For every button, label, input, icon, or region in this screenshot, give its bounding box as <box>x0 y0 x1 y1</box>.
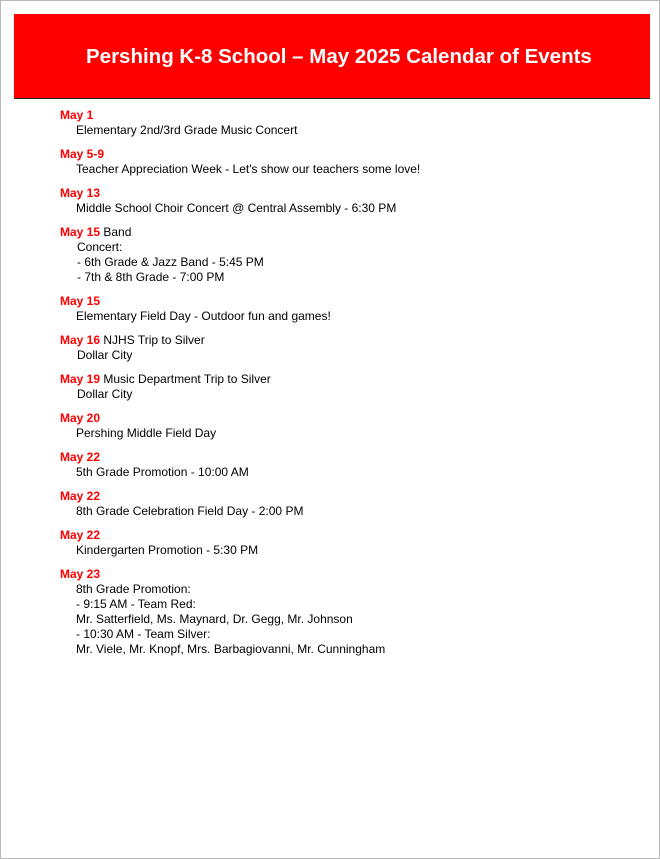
event-heading <box>60 450 640 465</box>
event-description-line: Mr. Satterfield, Ms. Maynard, Dr. Gegg, Mr. Johnson <box>76 612 353 626</box>
event-heading <box>60 333 640 348</box>
event-description-line: Dollar City <box>77 387 133 401</box>
event-item <box>60 147 640 177</box>
event-description-line: 5th Grade Promotion - 10:00 AM <box>76 465 249 479</box>
event-heading <box>60 225 640 240</box>
event-heading <box>60 528 640 543</box>
event-date: May 15 <box>60 225 101 239</box>
event-heading <box>60 567 640 582</box>
events-list <box>60 108 640 666</box>
event-description-line: 8th Grade Promotion: <box>76 582 191 596</box>
event-date: May 15 <box>60 294 101 308</box>
event-heading <box>60 411 640 426</box>
event-description-line: Elementary 2nd/3rd Grade Music Concert <box>76 123 298 137</box>
event-item <box>60 450 640 480</box>
event-date: May 22 <box>60 528 101 542</box>
event-description-line: Dollar City <box>77 348 133 362</box>
event-description-line: Mr. Viele, Mr. Knopf, Mrs. Barbagiovanni, Mr. Cunningham <box>76 642 386 656</box>
event-description-line: Pershing Middle Field Day <box>76 426 217 440</box>
event-date: May 13 <box>60 186 101 200</box>
event-description-line: Concert: <box>77 240 123 254</box>
page-title: Pershing K-8 School – May 2025 Calendar of Events <box>86 45 592 68</box>
event-heading <box>60 147 640 162</box>
event-description-line: - 7th & 8th Grade - 7:00 PM <box>77 270 225 284</box>
event-description-line: Middle School Choir Concert @ Central Assembly - 6:30 PM <box>76 201 397 215</box>
event-item <box>60 372 640 402</box>
event-description-line: Teacher Appreciation Week - Let's show our teachers some love! <box>76 162 421 176</box>
event-item <box>60 489 640 519</box>
event-inline-text: Music Department Trip to Silver <box>103 372 271 386</box>
event-description-line: 8th Grade Celebration Field Day - 2:00 PM <box>76 504 304 518</box>
event-heading <box>60 108 640 123</box>
event-item <box>60 225 640 285</box>
event-heading <box>60 294 640 309</box>
event-date: May 19 <box>60 372 101 386</box>
event-item <box>60 528 640 558</box>
event-date: May 22 <box>60 489 101 503</box>
event-item <box>60 108 640 138</box>
event-inline-text: Band <box>103 225 132 239</box>
event-description-line: - 9:15 AM - Team Red: <box>76 597 196 611</box>
event-date: May 16 <box>60 333 101 347</box>
event-date: May 22 <box>60 450 101 464</box>
event-item <box>60 567 640 657</box>
event-date: May 23 <box>60 567 101 581</box>
event-description-line: - 6th Grade & Jazz Band - 5:45 PM <box>77 255 264 269</box>
event-description-line: Kindergarten Promotion - 5:30 PM <box>76 543 259 557</box>
event-inline-text: NJHS Trip to Silver <box>103 333 205 347</box>
event-date: May 20 <box>60 411 101 425</box>
header-banner <box>14 14 650 99</box>
event-date: May 5-9 <box>60 147 105 161</box>
event-item <box>60 411 640 441</box>
event-heading <box>60 186 640 201</box>
event-item <box>60 186 640 216</box>
event-description-line: - 10:30 AM - Team Silver: <box>76 627 211 641</box>
event-date: May 1 <box>60 108 94 122</box>
event-item <box>60 294 640 324</box>
event-heading <box>60 372 640 387</box>
event-heading <box>60 489 640 504</box>
event-item <box>60 333 640 363</box>
event-description-line: Elementary Field Day - Outdoor fun and games! <box>76 309 331 323</box>
